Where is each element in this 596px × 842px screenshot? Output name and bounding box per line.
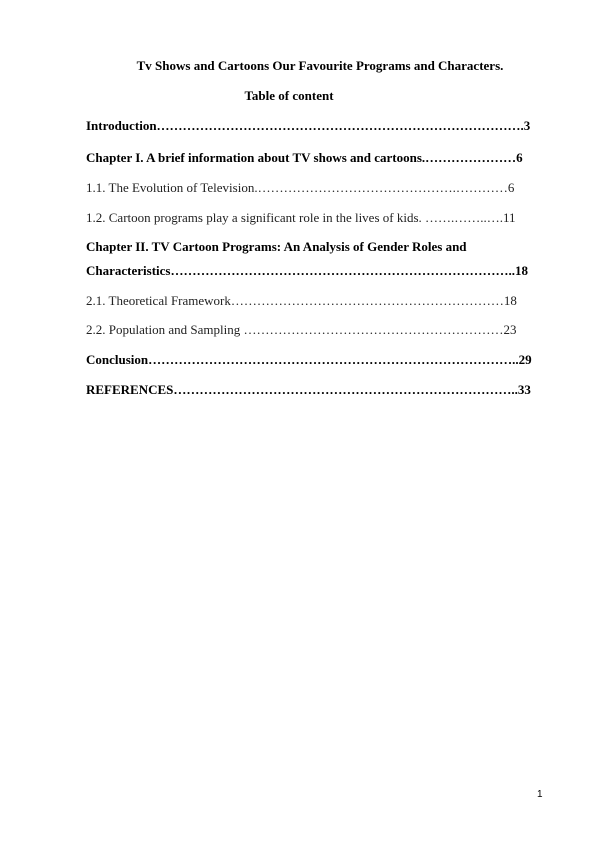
document-title: Tv Shows and Cartoons Our Favourite Programs and Characters. bbox=[136, 58, 504, 73]
toc-entry-1-2[interactable]: 1.2. Cartoon programs play a significant role in the lives of kids. …….……..….11 bbox=[86, 210, 516, 225]
toc-entry-2-2[interactable]: 2.2. Population and Sampling ……………………………………………………23 bbox=[86, 322, 517, 337]
page-number: 1 bbox=[537, 789, 543, 800]
toc-entry-2-1[interactable]: 2.1. Theoretical Framework………………………………………………………18 bbox=[86, 293, 517, 308]
toc-entry-chapter-1[interactable]: Chapter I. A brief information about TV shows and cartoons.…………………6 bbox=[86, 150, 523, 165]
toc-entry-references[interactable]: REFERENCES……………………………………………………………………..33 bbox=[86, 382, 531, 397]
toc-entry-chapter-2[interactable]: Chapter II. TV Cartoon Programs: An Analysis of Gender Roles and bbox=[86, 239, 467, 254]
toc-entry-1-1[interactable]: 1.1. The Evolution of Television.……………………………………….…………6 bbox=[86, 180, 515, 195]
toc-entry-chapter-2-cont[interactable]: Characteristics……………………………………………………………………..18 bbox=[86, 263, 528, 278]
toc-entry-introduction[interactable]: Introduction………………………………………………………………………….3 bbox=[86, 118, 531, 133]
toc-heading: Table of content bbox=[244, 88, 334, 103]
toc-entry-conclusion[interactable]: Conclusion…………………………………………………………………………..29 bbox=[86, 352, 532, 367]
